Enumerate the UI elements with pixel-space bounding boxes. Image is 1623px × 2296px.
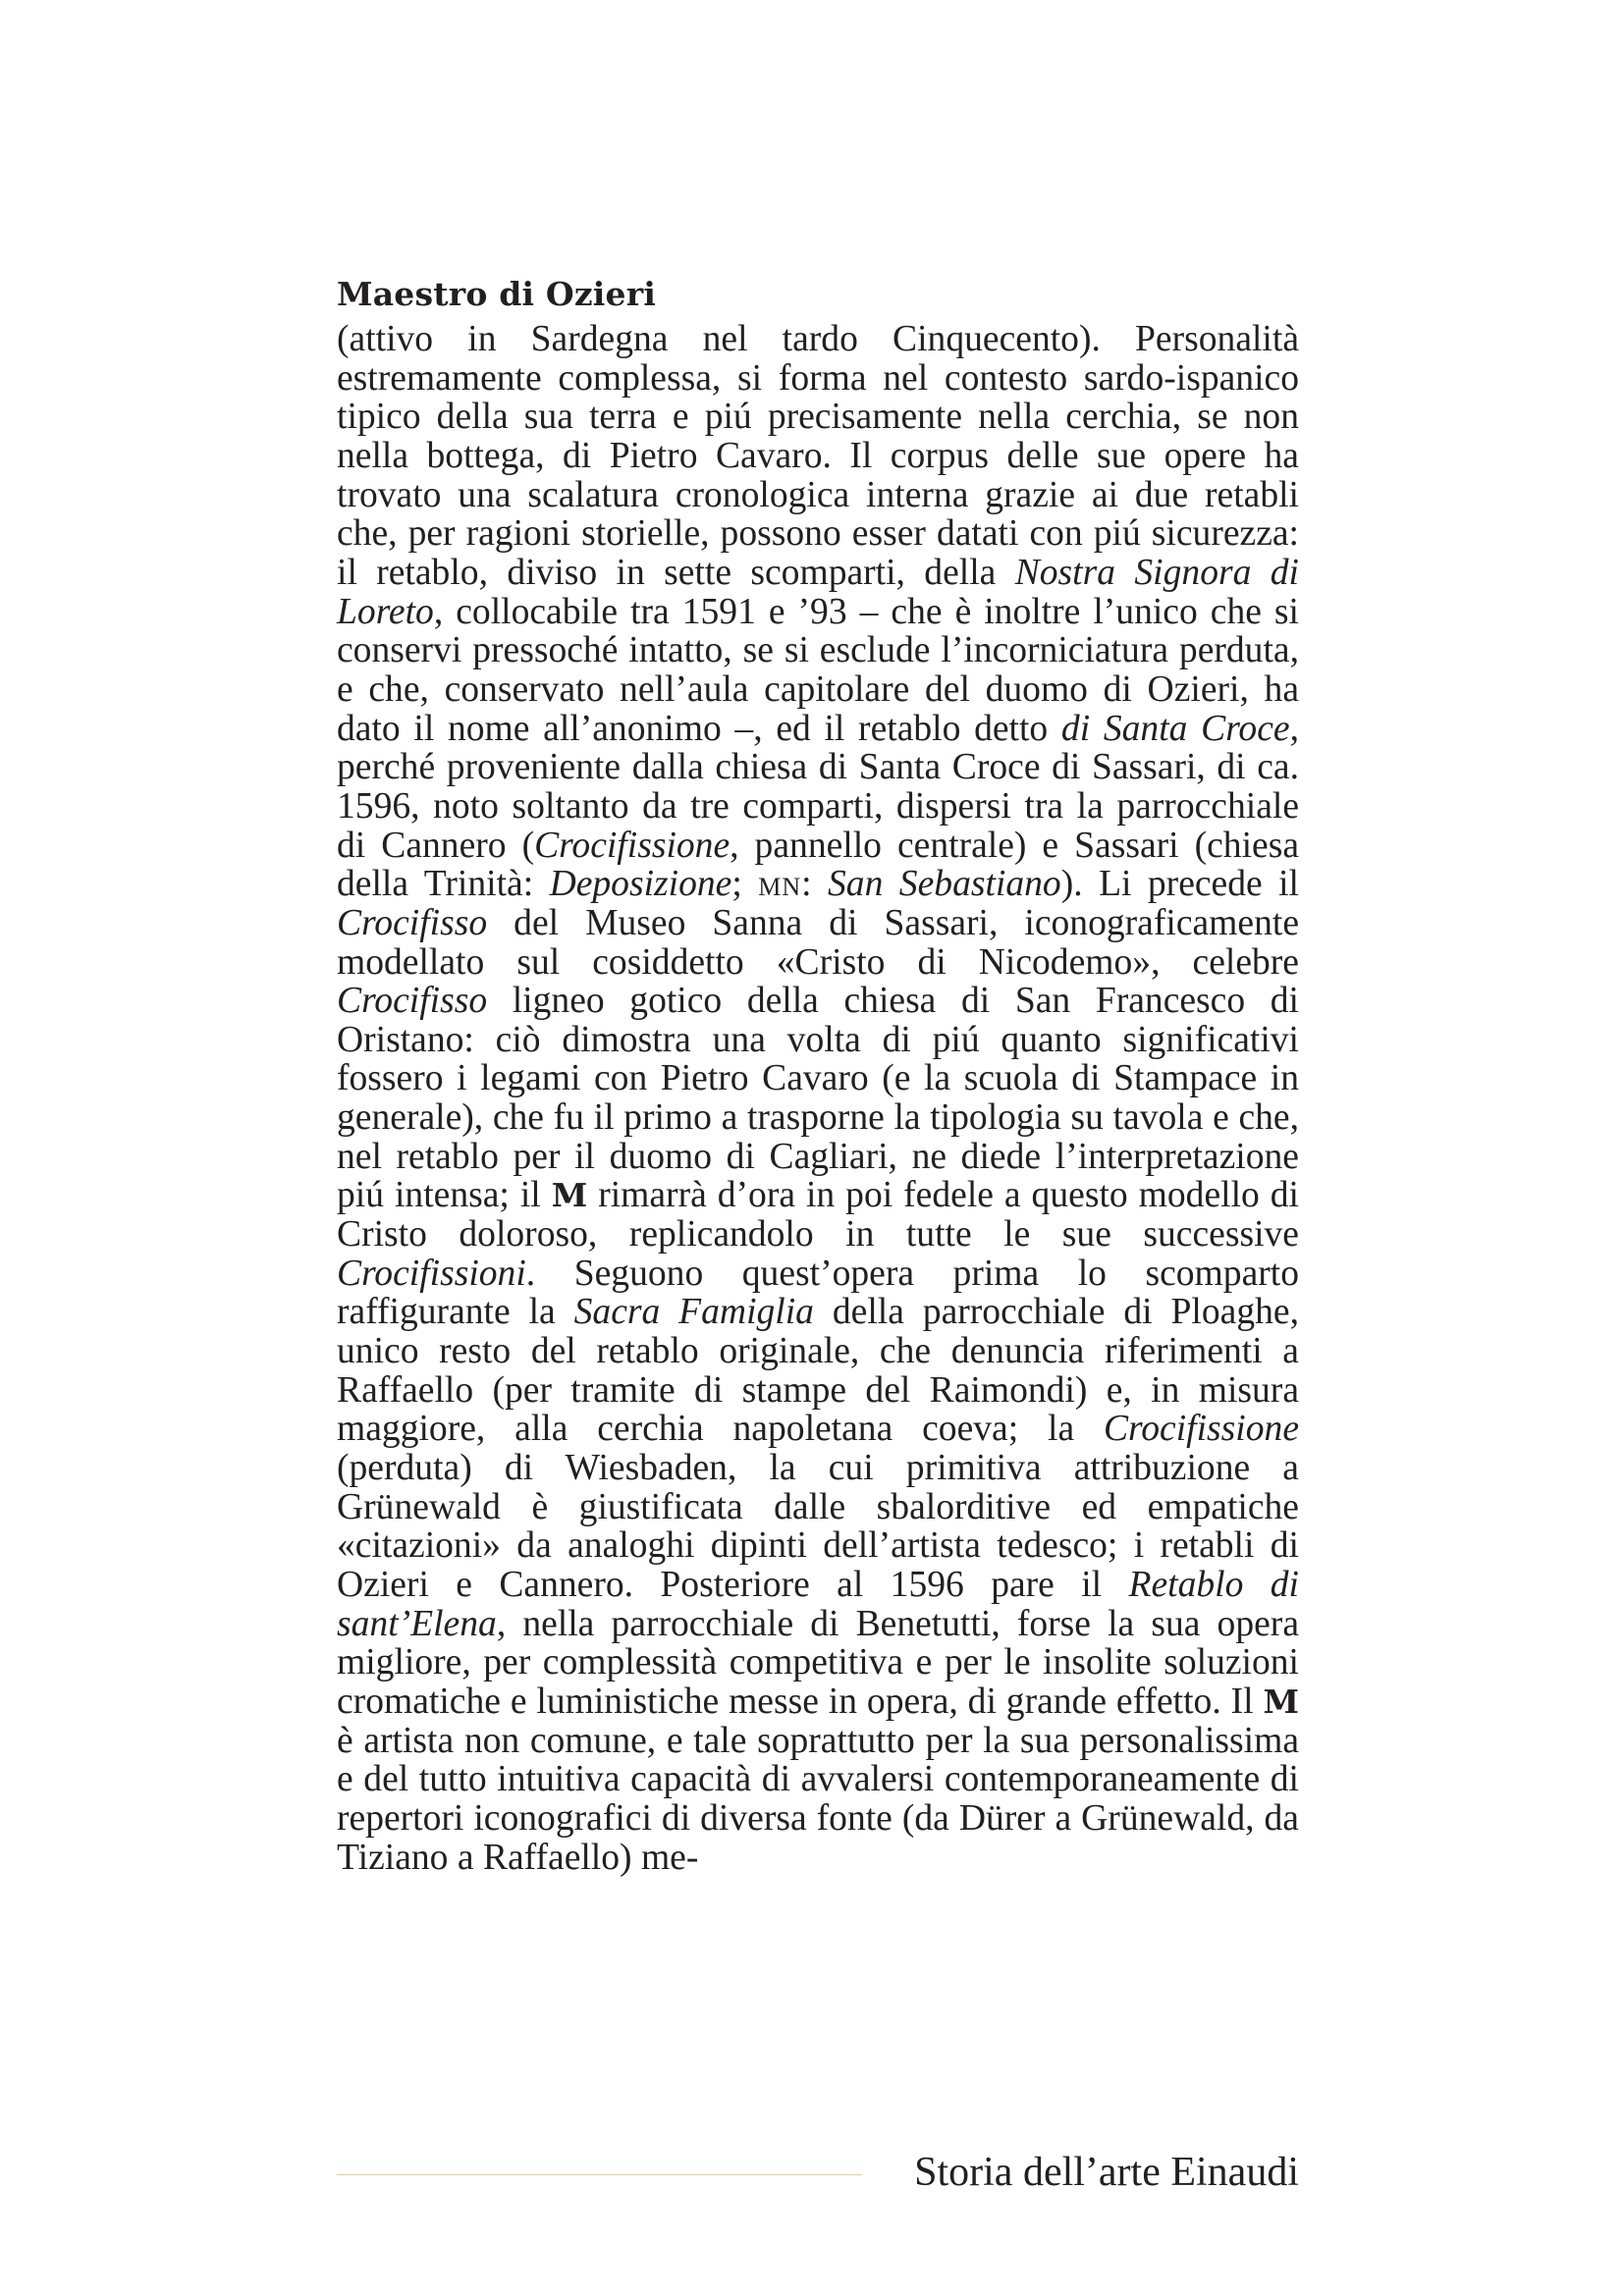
body-text: , nella parrocchiale di Benetutti, forse la sua opera migliore, per complessità competitiva e per le insolite soluzioni cromatiche e luministiche messe in opera, di grande effetto. Il (337, 1603, 1299, 1722)
body-text: , perché proveniente dalla chiesa di Santa Croce di Sassari, di ca. 1596, noto soltanto da tre comparti, dispersi tra la parrocchiale di Cannero ( (337, 708, 1299, 866)
body-text: ; (731, 864, 759, 905)
italic-title: Crocifisso (337, 902, 488, 943)
italic-title: Crocifissioni (337, 1253, 526, 1294)
italic-title: Retablo di sant’Elena (337, 1565, 1299, 1644)
italic-title: San Sebastiano (828, 864, 1061, 905)
entry (337, 273, 1299, 1877)
italic-title: Crocifissione (1103, 1409, 1299, 1450)
body-text: ligneo gotico della chiesa di San Francesco di Oristano: ciò dimostra una volta di piú quanto significativi fossero i legami con Pietro Cavaro (e la scuola di Stampace in generale), che fu il primo a trasporne la tipologia su tavola e che, nel retablo per il duomo di Cagliari, ne diede l’interpretazione piú intensa; il (337, 981, 1299, 1216)
body-text: (perduta) di Wiesbaden, la cui primitiva attribuzione a Grünewald è giustificata dalle sbalorditive ed empatiche «citazioni» da analoghi dipinti dell’artista tedesco; i retabli di Ozieri e Cannero. Posteriore al 1596 pare il (337, 1448, 1299, 1605)
italic-title: Sacra Famiglia (573, 1292, 814, 1333)
italic-title: Crocifisso (337, 981, 488, 1022)
italic-title: Deposizione (549, 864, 732, 905)
entry-title: Maestro di Ozieri (337, 275, 657, 313)
body-text: rimarrà d’ora in poi fedele a questo modello di Cristo doloroso, replicandolo in tutte le sue successive (337, 1175, 1299, 1255)
body-text: . Seguono quest’opera prima lo scomparto raffigurante la (337, 1253, 1299, 1333)
entry-body (337, 320, 1299, 1877)
artist-abbrev: M (1263, 1682, 1299, 1721)
body-text: della parrocchiale di Ploaghe, unico resto del retablo originale, che denuncia riferimenti a Raffaello (per tramite di stampe del Raimondi) e, in misura maggiore, alla cerchia napoletana coeva; la (337, 1292, 1299, 1450)
body-text: del Museo Sanna di Sassari, iconograficamente modellato sul cosiddetto «Cristo di Nicodemo», celebre (337, 902, 1299, 983)
body-text: è artista non comune, e tale soprattutto per la sua personalissima e del tutto intuitiva capacità di avvalersi contemporaneamente di repertori iconografici di diversa fonte (da Dürer a Grünewald, da Tiziano a Raffaello) me- (337, 1720, 1299, 1878)
italic-title: di Santa Croce (1060, 708, 1290, 749)
body-text: ). Li precede il (1060, 864, 1299, 905)
body-text: , pannello centrale) e Sassari (chiesa della Trinità: (337, 825, 1300, 905)
location-abbrev: mn (758, 864, 802, 905)
footer-rule (337, 2174, 862, 2175)
artist-abbrev: M (551, 1176, 588, 1215)
page-footer (337, 2148, 1299, 2197)
italic-title: Nostra Signora di Loreto (337, 552, 1299, 632)
italic-title: Crocifissione (534, 825, 730, 866)
body-text: : (801, 864, 829, 905)
body-text: , collocabile tra 1591 e ’93 – che è inoltre l’unico che si conservi pressoché intatto, se si esclude l’incorniciatura perduta, e che, conservato nell’aula capitolare del duomo di Ozieri, ha dato il nome all’anonimo –, ed il retablo detto (337, 591, 1299, 749)
publication-title: Storia dell’arte Einaudi (914, 2150, 1299, 2195)
body-text: (attivo in Sardegna nel tardo Cinquecento). Personalità estremamente complessa, si forma nel contesto sardo-ispanico tipico della sua terra e piú precisamente nella cerchia, se non nella bottega, di Pietro Cavaro. Il corpus delle sue opere ha trovato una scalatura cronologica interna grazie ai due retabli che, per ragioni storielle, possono esser datati con piú sicurezza: il retablo, diviso in sette scomparti, della (337, 319, 1299, 593)
